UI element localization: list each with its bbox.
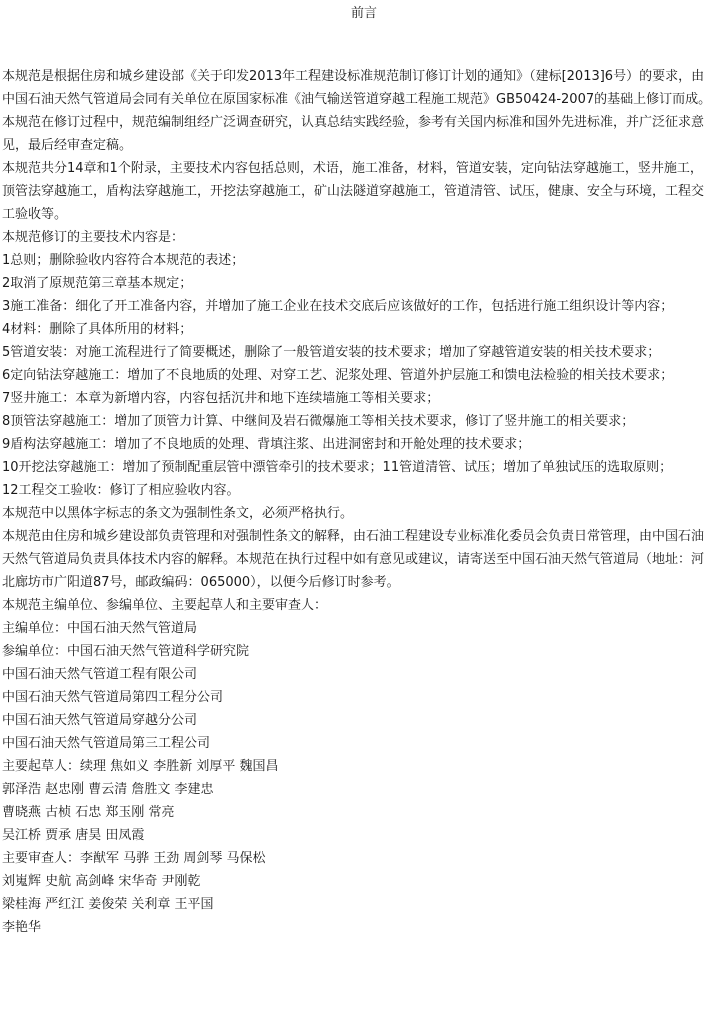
paragraph: 5管道安装：对施工流程进行了简要概述，删除了一般管道安装的技术要求；增加了穿越管道安装的相关技术要求；	[2, 345, 661, 360]
paragraph: 3施工准备：细化了开工准备内容，并增加了施工企业在技术交底后应该做好的工作，包括进行施工组织设计等内容；	[2, 299, 674, 314]
paragraph: 本规范在修订过程中，规范编制组经广泛调查研究，认真总结实践经验，参考有关国内标准和国外先进标准，并广泛征求意见，最后经审查定稿。	[2, 115, 705, 153]
paragraph: 参编单位：中国石油天然气管道科学研究院	[2, 644, 250, 659]
paragraph: 本规范共分14章和1个附录，主要技术内容包括总则，术语，施工准备，材料，管道安装，定向钻法穿越施工，竖井施工，顶管法穿越施工，盾构法穿越施工，开挖法穿越施工，矿山法隧道穿越施工，管道清管、试压，健康、安全与环境，工程交工验收等。	[2, 161, 705, 222]
paragraph: 曹晓燕 古桢 石忠 郑玉刚 常亮	[2, 805, 175, 820]
paragraph: 中国石油天然气管道局第三工程公司	[2, 736, 211, 751]
paragraph: 2取消了原规范第三章基本规定；	[2, 276, 193, 291]
paragraph: 主要审查人：李猷军 马骅 王劲 周剑琴 马保松	[2, 851, 266, 866]
paragraph: 主要起草人：续理 焦如义 李胜新 刘厚平 魏国昌	[2, 759, 279, 774]
paragraph: 本规范主编单位、参编单位、主要起草人和主要审查人：	[2, 598, 328, 613]
paragraph: 中国石油天然气管道局穿越分公司	[2, 713, 198, 728]
paragraph: 梁桂海 严红江 姜俊荣 关利章 王平国	[2, 897, 214, 912]
paragraph: 中国石油天然气管道工程有限公司	[2, 667, 198, 682]
paragraph: 刘嵬辉 史航 高剑峰 宋华奇 尹刚乾	[2, 874, 201, 889]
paragraph: 中国石油天然气管道局第四工程分公司	[2, 690, 224, 705]
paragraph: 本规范是根据住房和城乡建设部《关于印发2013年工程建设标准规范制订修订计划的通知》（建标[2013]6号）的要求，由中国石油天然气管道局会同有关单位在原国家标准《油气输送管道穿越工程施工规范》GB50424-2007的基础上修订而成。	[2, 69, 712, 107]
paragraph: 主编单位：中国石油天然气管道局	[2, 621, 198, 636]
paragraph: 郭泽浩 赵忠刚 曹云清 詹胜文 李建忠	[2, 782, 214, 797]
paragraph: 本规范修订的主要技术内容是：	[2, 230, 185, 245]
paragraph: 7竖井施工：本章为新增内容，内容包括沉井和地下连续墙施工等相关要求；	[2, 391, 440, 406]
paragraph: 8顶管法穿越施工：增加了顶管力计算、中继间及岩石微爆施工等相关技术要求，修订了竖井施工的相关要求；	[2, 414, 635, 429]
paragraph: 4材料：删除了具体所用的材料；	[2, 322, 193, 337]
document-body	[2, 65, 712, 939]
paragraph: 吴江桥 贾承 唐昊 田凤霞	[2, 828, 145, 843]
paragraph: 本规范中以黑体字标志的条文为强制性条文，必须严格执行。	[2, 506, 354, 521]
paragraph: 1总则；删除验收内容符合本规范的表述；	[2, 253, 245, 268]
page-title: 前言	[350, 6, 377, 21]
paragraph: 李艳华	[2, 920, 42, 935]
paragraph: 12工程交工验收：修订了相应验收内容。	[2, 483, 240, 498]
paragraph: 6定向钻法穿越施工：增加了不良地质的处理、对穿工艺、泥浆处理、管道外护层施工和馈电法检验的相关技术要求；	[2, 368, 674, 383]
title-spacer	[2, 30, 712, 65]
paragraph: 9盾构法穿越施工：增加了不良地质的处理、背填注浆、出进洞密封和开舱处理的技术要求；	[2, 437, 531, 452]
paragraph: 10开挖法穿越施工：增加了预制配重层管中漂管牵引的技术要求；11管道清管、试压；增加了单独试压的选取原则；	[2, 460, 673, 475]
paragraph: 本规范由住房和城乡建设部负责管理和对强制性条文的解释，由石油工程建设专业标准化委员会负责日常管理，由中国石油天然气管道局负责具体技术内容的解释。本规范在执行过程中如有意见或建议，请寄送至中国石油天然气管道局（地址：河北廊坊市广阳道87号，邮政编码：065000），以便今后修订时参考。	[2, 529, 705, 590]
